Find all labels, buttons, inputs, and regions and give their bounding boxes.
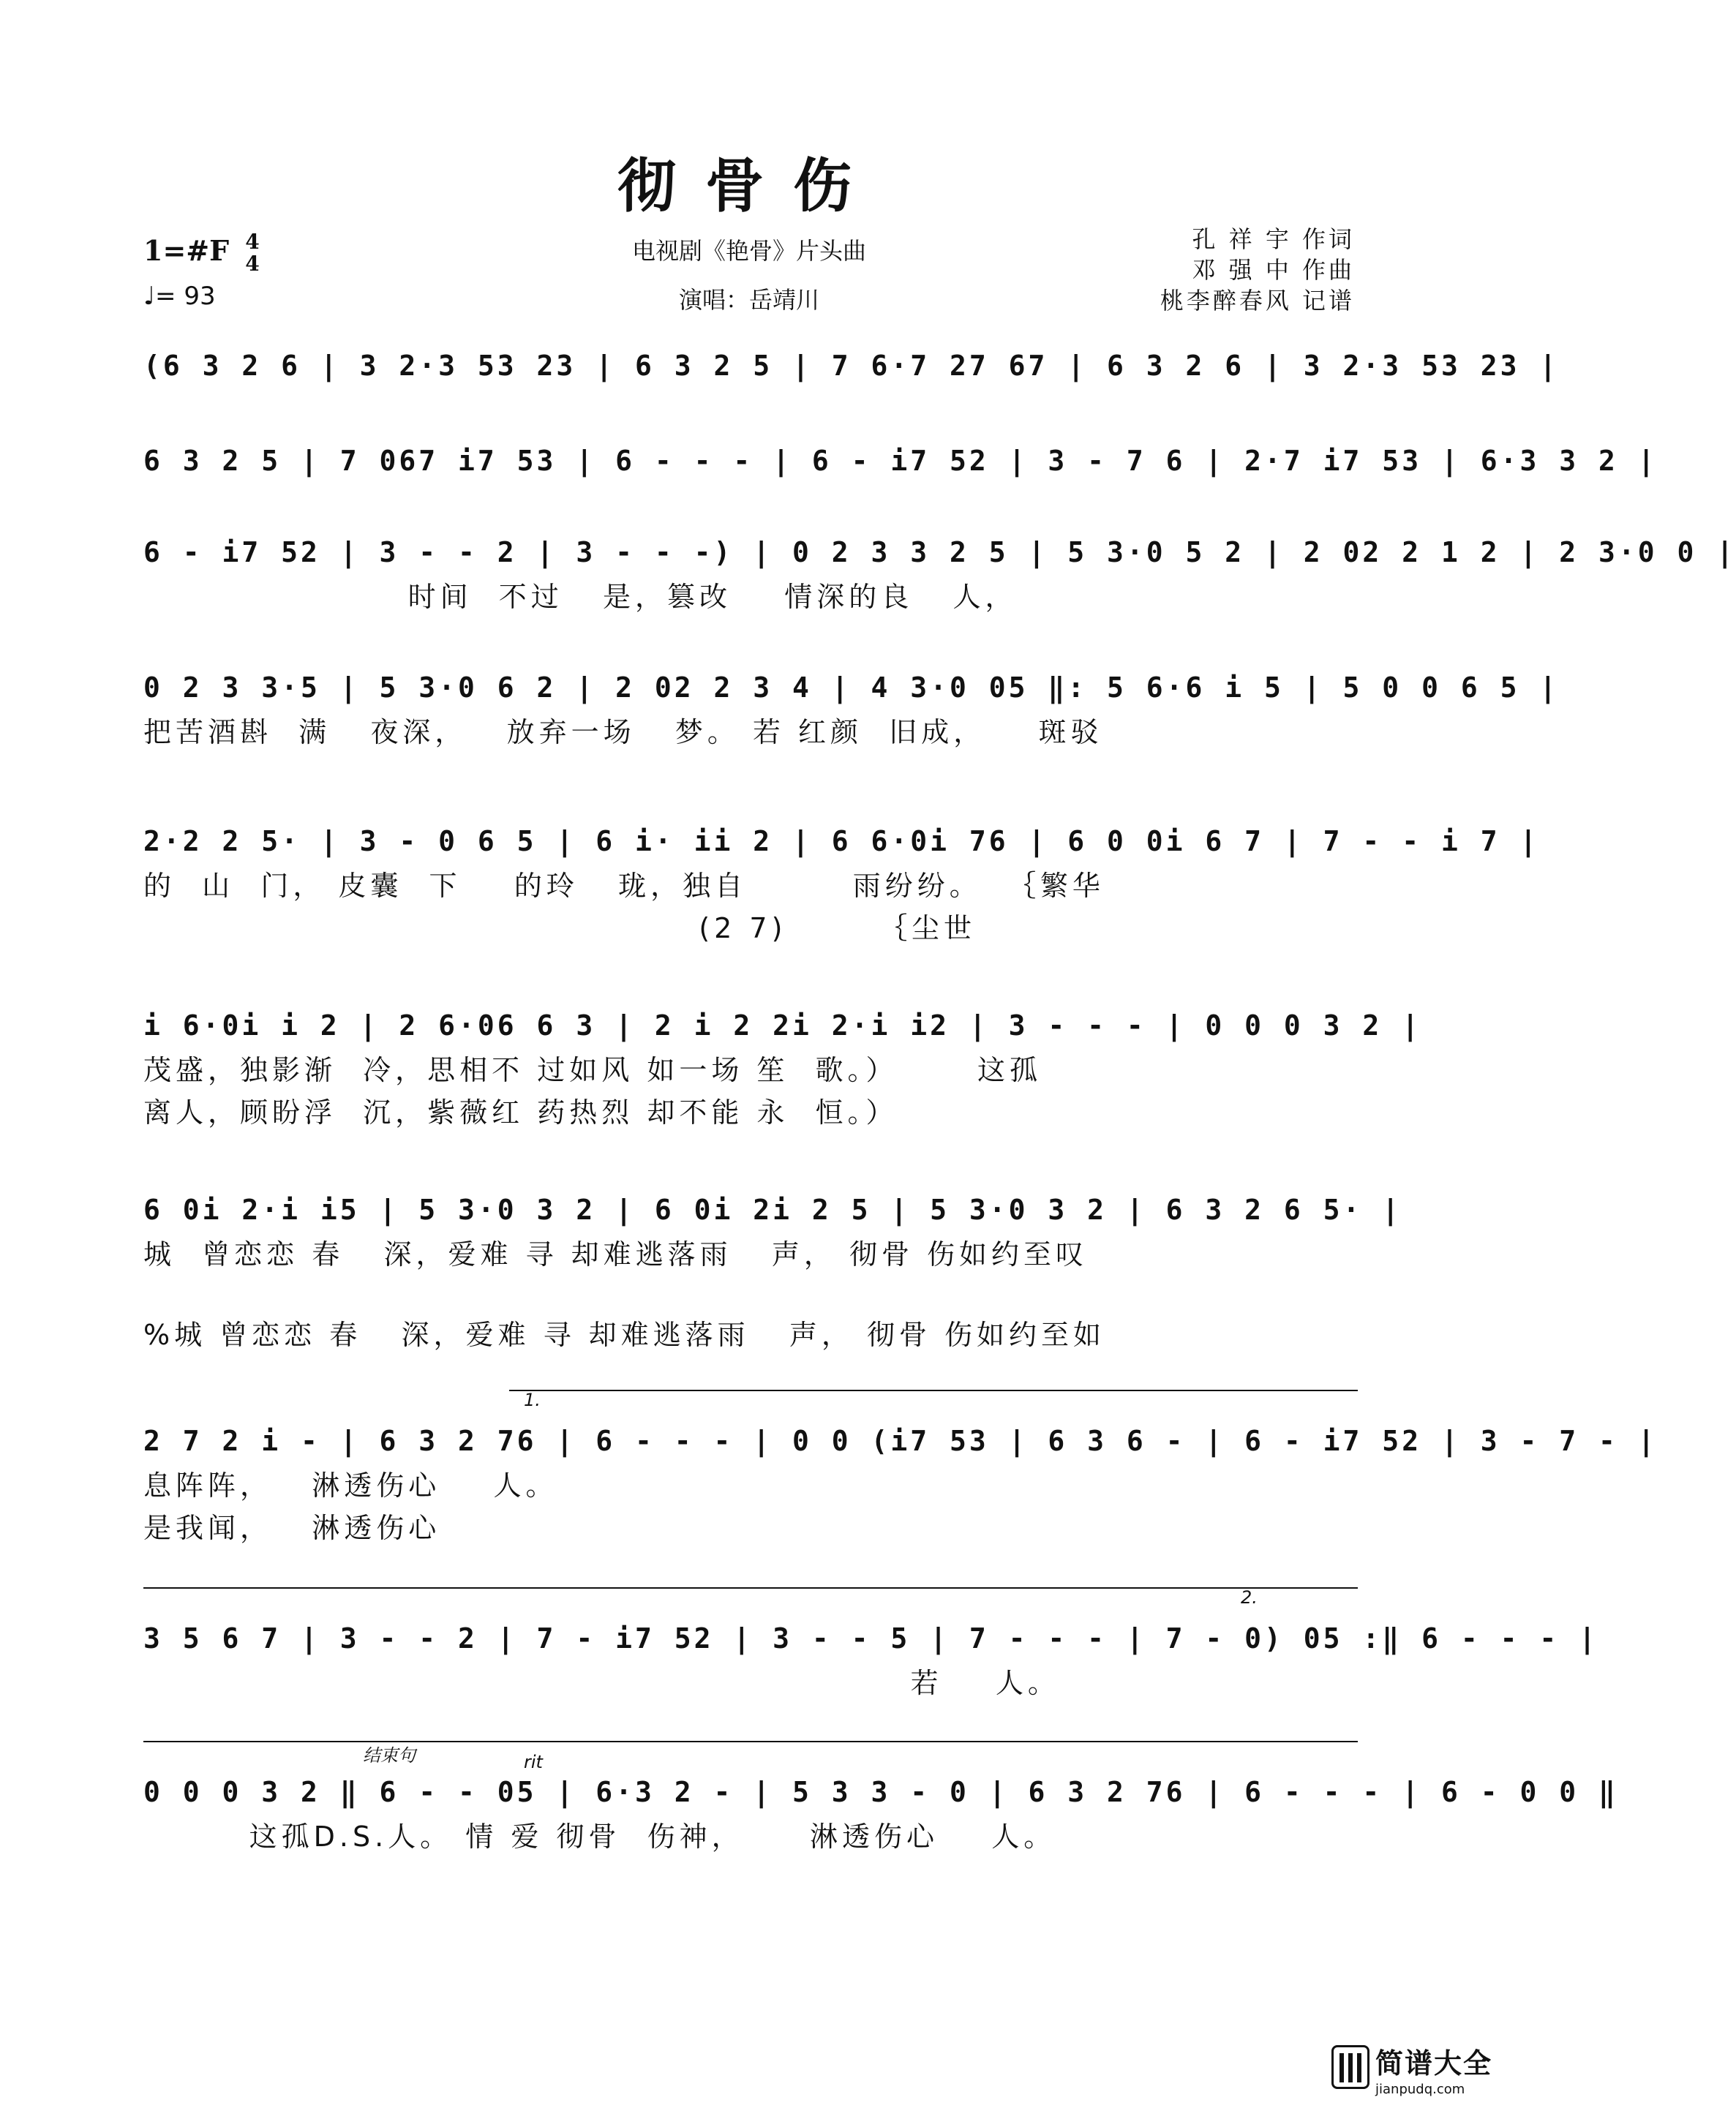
- page-title: 彻骨伤: [617, 151, 881, 220]
- lyric-line: 时间 不过 是，篡改 情深的良 人，: [143, 581, 1018, 613]
- notation-line: 3 5 6 7 | 3 - - 2 | 7 - i7 52 | 3 - - 5 | 7 - - - | 7 - 0) 05 :‖ 6 - - - |: [143, 1622, 1598, 1655]
- singer: 演唱：岳靖川: [678, 286, 819, 314]
- notation-line: 6 3 2 5 | 7 067 i7 53 | 6 - - - | 6 - i7 52 | 3 - 7 6 | 2·7 i7 53 | 6·3 3 2 |: [143, 445, 1658, 477]
- credit-composer: 邓 强 中 作曲: [1192, 256, 1355, 284]
- subtitle: 电视剧《艳骨》片头曲: [631, 237, 866, 265]
- credit-lyricist: 孔 祥 宇 作词: [1192, 225, 1355, 253]
- time-signature: [241, 231, 263, 275]
- time-signature-bottom: 4: [245, 252, 260, 276]
- lyric-line: %城 曾恋恋 春 深，爱难 寻 却难逃落雨 声， 彻骨 伤如约至如: [143, 1319, 1106, 1351]
- volta-line: [143, 1587, 1358, 1589]
- lyric-line: 城 曾恋恋 春 深，爱难 寻 却难逃落雨 声， 彻骨 伤如约至叹: [143, 1238, 1089, 1271]
- notation-line: 6 - i7 52 | 3 - - 2 | 3 - - -) | 0 2 3 3 2 5 | 5 3·0 5 2 | 2 02 2 1 2 | 2 3·0 0 |: [143, 536, 1736, 568]
- piano-keys-icon: [1331, 2045, 1369, 2089]
- notation-line: 6 0i 2·i i5 | 5 3·0 3 2 | 6 0i 2i 2 5 | 5 3·0 3 2 | 6 3 2 6 5· |: [143, 1194, 1402, 1226]
- volta-1-label: 1.: [524, 1390, 541, 1410]
- credits: [1141, 224, 1355, 316]
- key-signature: 1=#F: [143, 234, 230, 267]
- notation-line: i 6·0i i 2 | 2 6·06 6 3 | 2 i 2 2i 2·i i2 | 3 - - - | 0 0 0 3 2 |: [143, 1009, 1422, 1042]
- site-logo: [1331, 2041, 1492, 2114]
- lyric-line: 若 人。: [143, 1667, 1060, 1699]
- ending-phrase-label: 结束句: [363, 1745, 416, 1766]
- lyric-line: 是我闻， 淋透伤心: [143, 1512, 441, 1544]
- lyric-line: (2 7) ｛尘世: [143, 912, 976, 944]
- notation-line: 0 0 0 3 2 ‖ 6 - - 05 | 6·3 2 - | 5 3 3 - 0 | 6 3 2 76 | 6 - - - | 6 - 0 0 ‖: [143, 1776, 1618, 1808]
- volta-2-label: 2.: [1241, 1587, 1258, 1608]
- rit-marking: rit: [524, 1752, 543, 1772]
- logo-url: jianpudq.com: [1375, 2082, 1465, 2097]
- tempo-marking: ♩= 93: [143, 282, 216, 311]
- notation-line: (6 3 2 6 | 3 2·3 53 23 | 6 3 2 5 | 7 6·7 27 67 | 6 3 2 6 | 3 2·3 53 23 |: [143, 350, 1560, 382]
- notation-line: 0 2 3 3·5 | 5 3·0 6 2 | 2 02 2 3 4 | 4 3·0 05 ‖: 5 6·6 i 5 | 5 0 0 6 5 |: [143, 671, 1560, 704]
- lyric-line: 息阵阵， 淋透伤心 人。: [143, 1469, 558, 1502]
- credit-transcriber: 桃李醉春风 记谱: [1160, 287, 1355, 315]
- volta-line: [509, 1390, 1358, 1391]
- notation-line: 2·2 2 5· | 3 - 0 6 5 | 6 i· ii 2 | 6 6·0i 76 | 6 0 0i 6 7 | 7 - - i 7 |: [143, 825, 1540, 857]
- lyric-line: 的 山 门， 皮囊 下 的玲 珑，独自 雨纷纷。 ｛繁华: [143, 870, 1105, 902]
- notation-line: 2 7 2 i - | 6 3 2 76 | 6 - - - | 0 0 (i7 53 | 6 3 6 - | 6 - i7 52 | 3 - 7 - |: [143, 1425, 1658, 1457]
- lyric-line: 这孤D.S.人。 情 爱 彻骨 伤神， 淋透伤心 人。: [143, 1821, 1056, 1853]
- volta-line: [143, 1741, 1358, 1742]
- lyric-line: 茂盛，独影渐 冷，思相不 过如风 如一场 笙 歌。） 这孤: [143, 1054, 1042, 1086]
- lyric-line: 把苦酒斟 满 夜深， 放弃一场 梦。 若 红颜 旧成， 斑驳: [143, 716, 1103, 748]
- lyric-line: 离人，顾盼浮 沉，紫薇红 药热烈 却不能 永 恒。）: [143, 1096, 898, 1129]
- logo-text: 简谱大全: [1375, 2047, 1493, 2080]
- time-signature-top: 4: [245, 230, 260, 254]
